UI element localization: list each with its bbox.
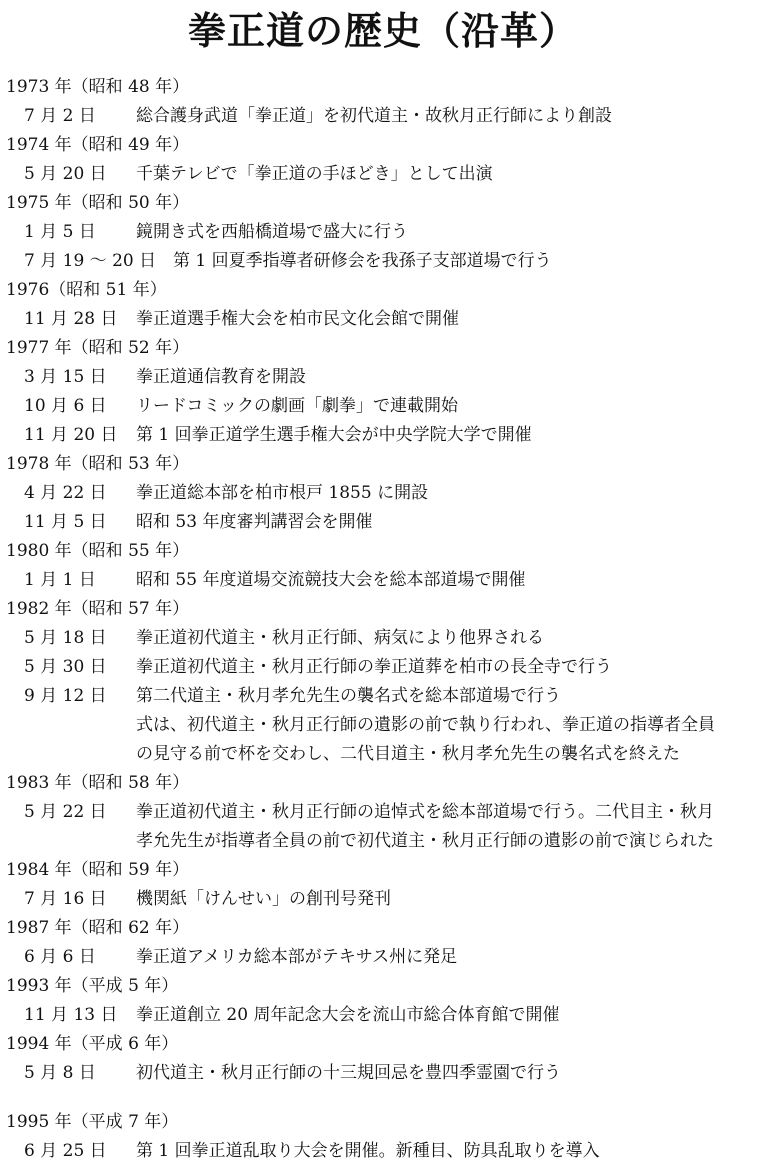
event-text-line: 式は、初代道主・秋月正行師の遺影の前で執り行われ、拳正道の指導者全員 (136, 715, 716, 735)
event-item (0, 566, 766, 595)
event-item (0, 305, 766, 334)
event-item (0, 102, 766, 131)
event-text-line: 拳正道初代道主・秋月正行師、病気により他界される (136, 628, 544, 648)
event-description (136, 885, 766, 914)
event-text-line: 鏡開き式を西船橋道場で盛大に行う (136, 222, 408, 242)
event-description (136, 160, 766, 189)
event-date: 5 月 22 日 (24, 802, 107, 822)
year-section (0, 276, 766, 334)
event-item (0, 653, 766, 682)
year-heading: 1995 年（平成 7 年） (6, 1112, 179, 1132)
event-text-line: 孝允先生が指導者全員の前で初代道主・秋月正行師の遺影の前で演じられた (136, 831, 714, 851)
event-item (0, 479, 766, 508)
year-heading: 1980 年（昭和 55 年） (6, 541, 190, 561)
event-text-line: 初代道主・秋月正行師の十三規回忌を豊四季霊園で行う (136, 1063, 561, 1083)
event-text-line: 千葉テレビで「拳正道の手ほどき」として出演 (136, 164, 493, 184)
event-text-line: 拳正道初代道主・秋月正行師の追悼式を総本部道場で行う。二代目主・秋月 (136, 802, 714, 822)
year-heading: 1973 年（昭和 48 年） (6, 77, 190, 97)
event-text-line: の見守る前で杯を交わし、二代目道主・秋月孝允先生の襲名式を終えた (136, 744, 680, 764)
event-description (136, 1059, 766, 1088)
year-section (0, 131, 766, 189)
year-heading: 1987 年（昭和 62 年） (6, 918, 190, 938)
event-date: 7 月 16 日 (24, 889, 107, 909)
event-text-line: 総合護身武道「拳正道」を初代道主・故秋月正行師により創設 (136, 106, 612, 126)
event-description (136, 566, 766, 595)
page-title: 拳正道の歴史（沿革） (187, 9, 578, 53)
year-heading: 1975 年（昭和 50 年） (6, 193, 190, 213)
year-heading: 1974 年（昭和 49 年） (6, 135, 190, 155)
event-item (0, 218, 766, 247)
year-section (0, 334, 766, 450)
event-item (0, 943, 766, 972)
year-section (0, 450, 766, 537)
year-heading: 1982 年（昭和 57 年） (6, 599, 190, 619)
event-description (136, 508, 766, 537)
year-section (0, 73, 766, 131)
year-heading: 1976（昭和 51 年） (6, 280, 167, 300)
event-description (136, 798, 766, 856)
event-description (136, 421, 766, 450)
year-section (0, 856, 766, 914)
event-date: 11 月 13 日 (24, 1005, 118, 1025)
event-date: 6 月 6 日 (24, 947, 96, 967)
event-description (136, 392, 766, 421)
event-item (0, 682, 766, 769)
event-date: 5 月 20 日 (24, 164, 107, 184)
event-description (136, 1137, 766, 1166)
year-section (0, 595, 766, 769)
event-item (0, 885, 766, 914)
event-item (0, 798, 766, 856)
year-section (0, 1108, 766, 1166)
event-description (136, 102, 766, 131)
event-date: 3 月 15 日 (24, 367, 107, 387)
year-heading: 1994 年（平成 6 年） (6, 1034, 179, 1054)
event-date: 1 月 5 日 (24, 222, 96, 242)
event-description (136, 1001, 766, 1030)
event-item (0, 247, 766, 276)
event-date: 11 月 28 日 (24, 309, 118, 329)
event-text-line: 拳正道創立 20 周年記念大会を流山市総合体育館で開催 (136, 1005, 560, 1025)
event-text-line: 昭和 53 年度審判講習会を開催 (136, 512, 373, 532)
event-item (0, 1001, 766, 1030)
event-text-line: リードコミックの劇画「劇拳」で連載開始 (136, 396, 458, 416)
year-section (0, 1030, 766, 1088)
event-description (136, 653, 766, 682)
event-item (0, 392, 766, 421)
event-description (136, 305, 766, 334)
event-text-line: 第二代道主・秋月孝允先生の襲名式を総本部道場で行う (136, 686, 561, 706)
event-text-line: 機関紙「けんせい」の創刊号発刊 (136, 889, 391, 909)
year-section (0, 189, 766, 276)
event-text-line: 第 1 回夏季指導者研修会を我孫子支部道場で行う (173, 251, 552, 271)
event-description (136, 479, 766, 508)
event-item (0, 1137, 766, 1166)
event-description (136, 218, 766, 247)
event-item (0, 160, 766, 189)
event-text-line: 拳正道通信教育を開設 (136, 367, 306, 387)
event-text-line: 第 1 回拳正道学生選手権大会が中央学院大学で開催 (136, 425, 532, 445)
event-description (136, 682, 766, 769)
event-description (173, 247, 766, 276)
event-text-line: 拳正道アメリカ総本部がテキサス州に発足 (136, 947, 458, 967)
year-heading: 1983 年（昭和 58 年） (6, 773, 190, 793)
event-date: 5 月 30 日 (24, 657, 107, 677)
year-section (0, 537, 766, 595)
year-section (0, 972, 766, 1030)
history-timeline (0, 73, 766, 1166)
event-description (136, 363, 766, 392)
event-item (0, 1059, 766, 1088)
event-item (0, 363, 766, 392)
event-date: 9 月 12 日 (24, 686, 107, 706)
event-description (136, 624, 766, 653)
year-heading: 1984 年（昭和 59 年） (6, 860, 190, 880)
event-date: 10 月 6 日 (24, 396, 107, 416)
event-date: 11 月 20 日 (24, 425, 118, 445)
event-item (0, 421, 766, 450)
event-item (0, 624, 766, 653)
event-date: 5 月 8 日 (24, 1063, 96, 1083)
event-date: 4 月 22 日 (24, 483, 107, 503)
year-section (0, 769, 766, 856)
event-item (0, 508, 766, 537)
year-heading: 1977 年（昭和 52 年） (6, 338, 190, 358)
event-date: 7 月 2 日 (24, 106, 96, 126)
event-date: 7 月 19 〜 20 日 (24, 251, 157, 271)
event-text-line: 拳正道総本部を柏市根戸 1855 に開設 (136, 483, 429, 503)
event-date: 5 月 18 日 (24, 628, 107, 648)
year-heading: 1993 年（平成 5 年） (6, 976, 179, 996)
event-date: 11 月 5 日 (24, 512, 107, 532)
event-date: 6 月 25 日 (24, 1141, 107, 1161)
year-heading: 1978 年（昭和 53 年） (6, 454, 190, 474)
event-text-line: 拳正道選手権大会を柏市民文化会館で開催 (136, 309, 459, 329)
event-text-line: 昭和 55 年度道場交流競技大会を総本部道場で開催 (136, 570, 526, 590)
event-date: 1 月 1 日 (24, 570, 96, 590)
year-section (0, 914, 766, 972)
event-text-line: 拳正道初代道主・秋月正行師の拳正道葬を柏市の長全寺で行う (136, 657, 612, 677)
event-text-line: 第 1 回拳正道乱取り大会を開催。新種目、防具乱取りを導入 (136, 1141, 600, 1161)
event-description (136, 943, 766, 972)
